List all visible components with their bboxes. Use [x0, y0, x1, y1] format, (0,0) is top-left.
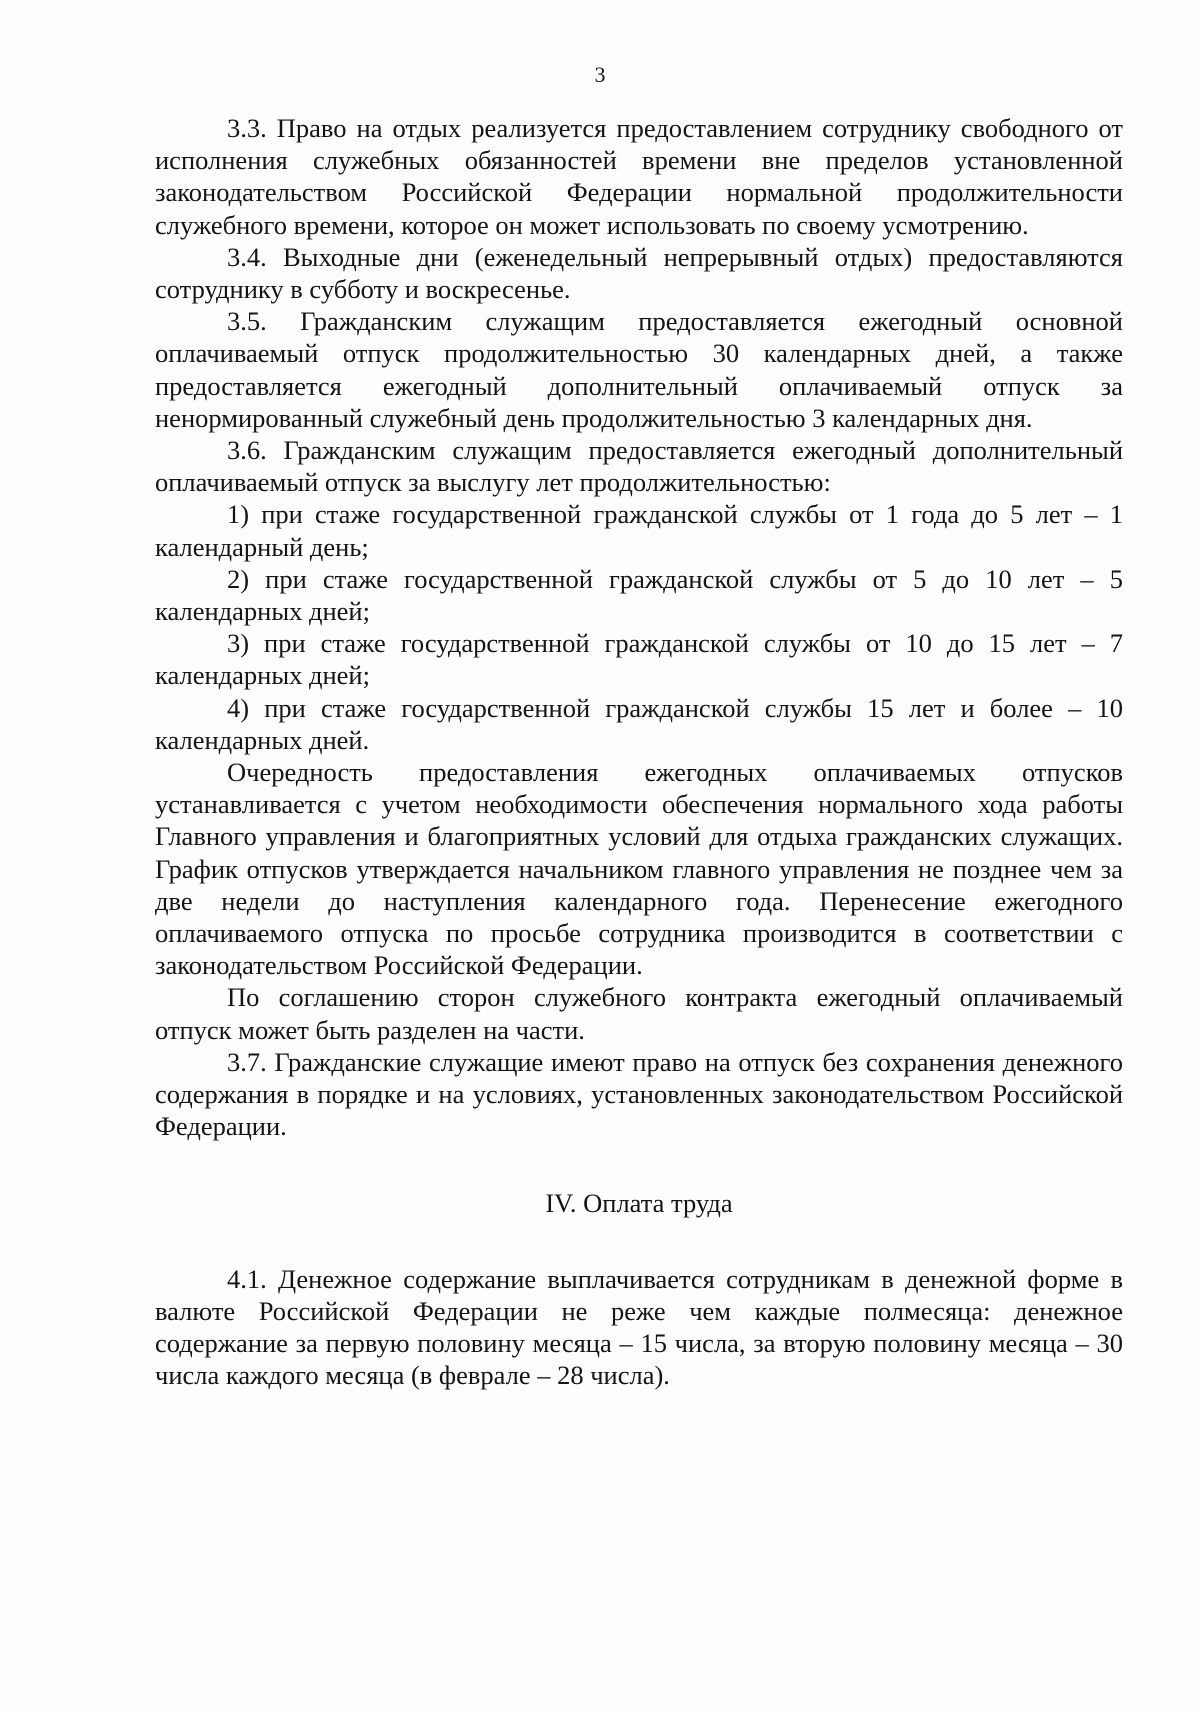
- section-heading: IV. Оплата труда: [545, 1187, 733, 1218]
- document-body: [155, 112, 1123, 1392]
- paragraph-3-5: 3.5. Гражданским служащим предоставляется ежегодный основной оплачиваемый отпуск продолжительностью 30 календарных дней, а также предоставляется ежегодный дополнительный оплачиваемый отпуск за ненормированный служебный день продолжительностью 3 календарных дня.: [155, 306, 1123, 433]
- paragraph-3-6: 3.6. Гражданским служащим предоставляется ежегодный дополнительный оплачиваемый отпуск за выслугу лет продолжительностью:: [155, 435, 1123, 498]
- list-item-1: 1) при стаже государственной гражданской службы от 1 года до 5 лет – 1 календарный день;: [155, 499, 1123, 562]
- paragraph-3-3: 3.3. Право на отдых реализуется предоставлением сотруднику свободного от исполнения служебных обязанностей времени вне пределов установленной законодательством Российской Федерации нормальной продолжительности служебного времени, которое он может использовать по своему усмотрению.: [155, 113, 1123, 240]
- paragraph-vacation-order: Очередность предоставления ежегодных оплачиваемых отпусков устанавливается с учетом необходимости обеспечения нормального хода работы Главного управления и благоприятных условий для отдыха гражданских служащих. График отпусков утверждается начальником главного управления не позднее чем за две недели до наступления календарного года. Перенесение ежегодного оплачиваемого отпуска по просьбе сотрудника производится в соответствии с законодательством Российской Федерации.: [155, 757, 1123, 981]
- page-number: 3: [594, 62, 606, 87]
- paragraph-vacation-split: По соглашению сторон служебного контракта ежегодный оплачиваемый отпуск может быть разделен на части.: [155, 982, 1123, 1045]
- paragraph-3-7: 3.7. Гражданские служащие имеют право на отпуск без сохранения денежного содержания в порядке и на условиях, установленных законодательством Российской Федерации.: [155, 1046, 1123, 1142]
- paragraph-3-4: 3.4. Выходные дни (еженедельный непрерывный отдых) предоставляются сотруднику в субботу и воскресенье.: [155, 241, 1123, 305]
- paragraph-4-1: 4.1. Денежное содержание выплачивается сотрудникам в денежной форме в валюте Российской Федерации не реже чем каждые полмесяца: денежное содержание за первую половину месяца – 15 числа, за вторую половину месяца – 30 числа каждого месяца (в феврале – 28 числа).: [155, 1263, 1123, 1391]
- list-item-4: 4) при стаже государственной гражданской службы 15 лет и более – 10 календарных дней.: [155, 692, 1123, 755]
- list-item-3: 3) при стаже государственной гражданской службы от 10 до 15 лет – 7 календарных дней;: [155, 628, 1123, 691]
- list-item-2: 2) при стаже государственной гражданской службы от 5 до 10 лет – 5 календарных дней;: [155, 563, 1123, 627]
